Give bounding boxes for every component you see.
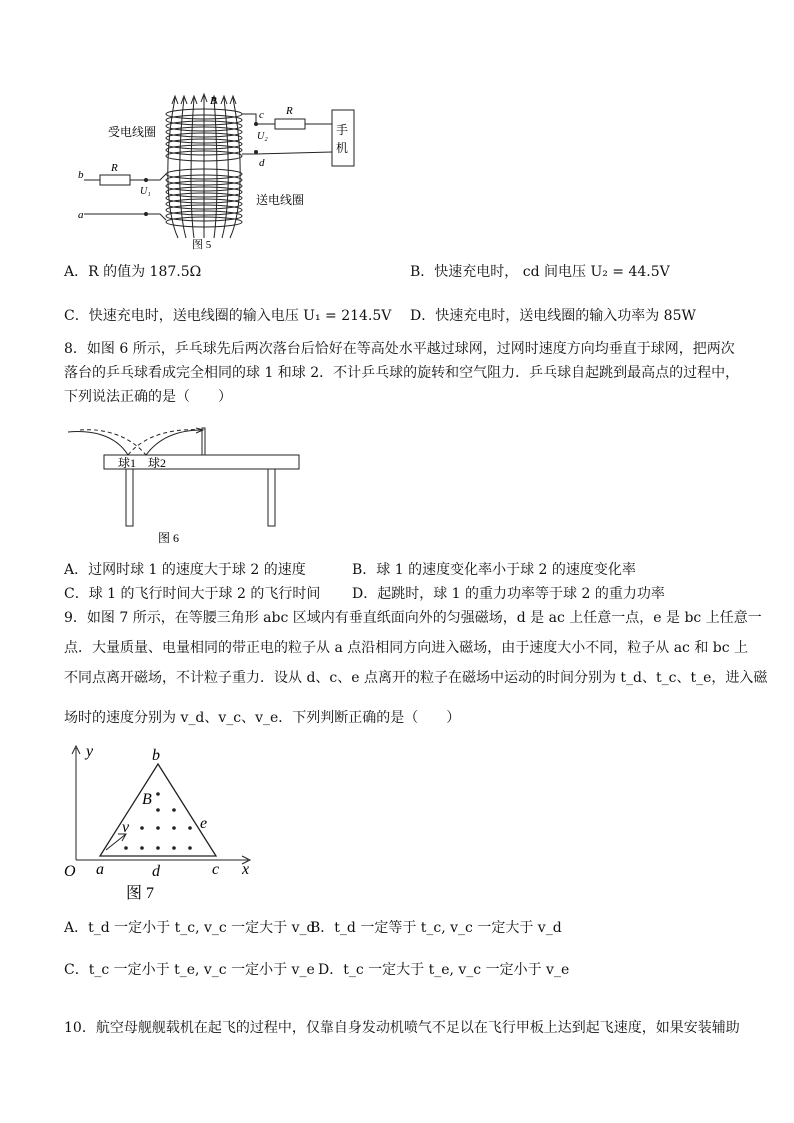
fig7-label-O: O	[64, 863, 76, 880]
fig5-label-B: B	[210, 95, 217, 107]
q10-stem-line1: 10．航空母舰舰载机在起飞的过程中，仅靠自身发动机喷气不足以在飞行甲板上达到起飞速度，如果安装辅助	[64, 1020, 740, 1036]
q8-stem-line2: 落台的乒乓球看成完全相同的球 1 和球 2．不计乒乓球的旋转和空气阻力．乒乓球自起跳到最高点的过程中，	[64, 365, 740, 381]
q9-option-B: B．t_d 一定等于 t_c, v_c 一定大于 v_d	[310, 920, 562, 936]
fig7-label-b: b	[152, 747, 160, 764]
fig6-caption: 图 6	[158, 531, 180, 545]
fig6-ball1: 球1	[118, 456, 137, 470]
q9-option-A: A．t_d 一定小于 t_c, v_c 一定大于 v_d	[64, 920, 316, 936]
q9-stem-line4: 场时的速度分别为 v_d、v_c、v_e．下列判断正确的是（ ）	[64, 710, 461, 726]
figure-6-table-tennis	[60, 418, 310, 548]
fig7-label-y: y	[86, 743, 94, 760]
q8-option-B: B．球 1 的速度变化率小于球 2 的速度变化率	[352, 562, 636, 578]
q8-stem-line3: 下列说法正确的是（ ）	[64, 389, 232, 405]
fig7-label-a: a	[96, 861, 104, 878]
fig7-caption: 图 7	[126, 885, 155, 902]
q9-stem-line1: 9．如图 7 所示，在等腰三角形 abc 区域内有垂直纸面向外的匀强磁场，d 是 ac 上任意一点，e 是 bc 上任意一	[64, 610, 762, 626]
q8-option-C: C．球 1 的飞行时间大于球 2 的飞行时间	[64, 586, 321, 602]
fig5-sender-coil: 送电线圈	[256, 193, 305, 207]
fig5-label-c: c	[259, 109, 264, 121]
fig5-receiver-coil: 受电线圈	[108, 125, 157, 139]
figure-5-wireless-charging	[70, 90, 370, 255]
q7-option-C: C．快速充电时，送电线圈的输入电压 U₁ = 214.5V	[64, 308, 392, 324]
fig5-label-d: d	[259, 157, 265, 169]
fig5-label-R-top: R	[286, 105, 293, 117]
q9-option-D: D．t_c 一定大于 t_e, v_c 一定小于 v_e	[318, 962, 570, 978]
fig7-label-c: c	[212, 861, 220, 878]
fig5-label-U1: U₁	[140, 186, 151, 197]
q7-option-D: D．快速充电时，送电线圈的输入功率为 85W	[410, 308, 696, 324]
fig5-label-b: b	[78, 169, 84, 181]
figure-7-triangle-field	[62, 742, 262, 902]
q8-option-D: D．起跳时，球 1 的重力功率等于球 2 的重力功率	[352, 586, 665, 602]
q9-stem-line3: 不同点离开磁场，不计粒子重力．设从 d、c、e 点离开的粒子在磁场中运动的时间分别为 t_d、t_c、t_e，进入磁	[64, 670, 768, 686]
fig5-label-a: a	[78, 209, 84, 221]
fig5-label-R-left: R	[111, 162, 118, 174]
fig7-label-v: v	[122, 819, 130, 836]
q7-option-A: A．R 的值为 187.5Ω	[64, 264, 202, 280]
fig5-caption: 图 5	[192, 239, 212, 251]
fig5-phone-2: 机	[336, 141, 349, 155]
fig7-label-e: e	[200, 815, 208, 832]
q9-stem-line2: 点．大量质量、电量相同的带正电的粒子从 a 点沿相同方向进入磁场，由于速度大小不同，粒子从 ac 和 bc 上	[64, 640, 749, 656]
fig7-label-B: B	[142, 791, 152, 808]
q9-option-C: C．t_c 一定小于 t_e, v_c 一定小于 v_e	[64, 962, 315, 978]
q8-stem-line1: 8．如图 6 所示，乒乓球先后两次落台后恰好在等高处水平越过球网，过网时速度方向均垂直于球网，把两次	[64, 341, 735, 357]
fig5-phone-1: 手	[336, 123, 349, 137]
fig5-label-U2: U₂	[257, 131, 268, 142]
fig7-label-d: d	[152, 863, 160, 880]
fig6-ball2: 球2	[148, 456, 167, 470]
fig7-label-x: x	[242, 861, 250, 878]
q7-option-B: B．快速充电时， cd 间电压 U₂ = 44.5V	[410, 264, 670, 280]
q8-option-A: A．过网时球 1 的速度大于球 2 的速度	[64, 562, 306, 578]
